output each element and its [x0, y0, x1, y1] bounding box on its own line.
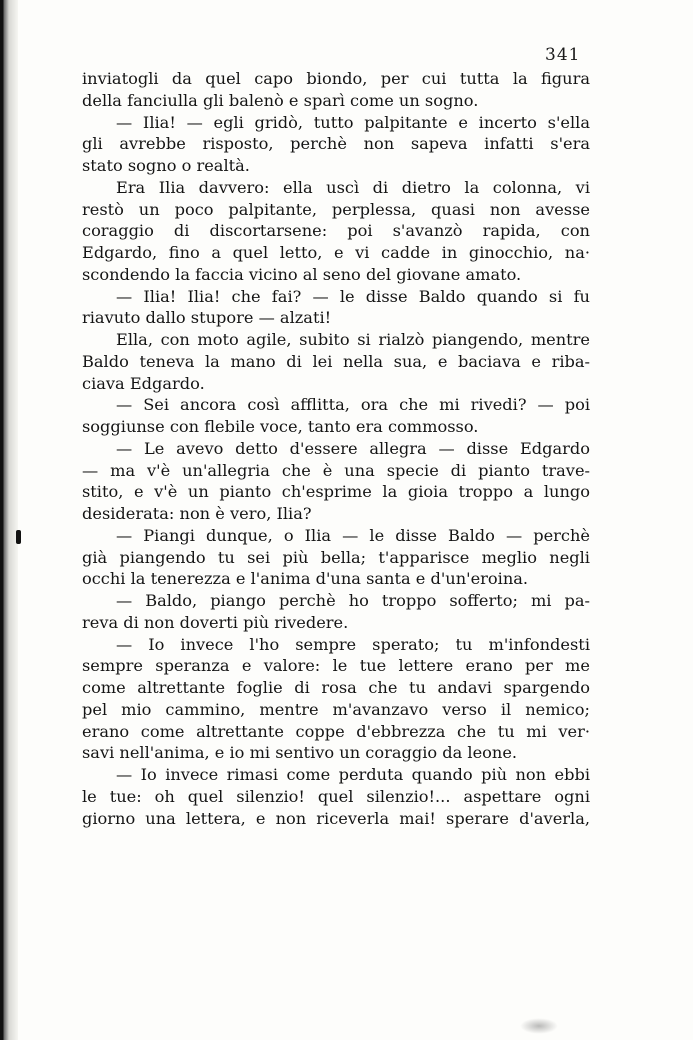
text-line: — Io invece l'ho sempre sperato; tu m'infondesti	[116, 634, 590, 654]
text-line: stato sogno o realtà.	[82, 156, 250, 175]
text-line: Era Ilia davvero: ella uscì di dietro la colonna, vi	[116, 177, 590, 197]
text-line: pel mio cammino, mentre m'avanzavo verso il nemico;	[82, 699, 590, 719]
text-line: — Io invece rimasi come perduta quando più non ebbi	[116, 765, 590, 784]
text-line: occhi la tenerezza e l'anima d'una santa e d'un'eroina.	[82, 569, 529, 589]
text-line: — Piangi dunque, o Ilia — le disse Baldo — perchè	[116, 525, 590, 545]
binding-mark	[16, 530, 21, 544]
text-line: — Le avevo detto d'essere allegra — disse Edgardo	[116, 438, 590, 458]
body-text	[82, 68, 590, 829]
text-line: soggiunse con flebile voce, tanto era commosso.	[82, 417, 479, 436]
text-line: — Ilia! — egli gridò, tutto palpitante e incerto s'ella	[116, 112, 590, 132]
text-line: reva di non doverti più rivedere.	[82, 612, 349, 632]
text-line: Edgardo, fino a quel letto, e vi cadde in ginocchio, na·	[82, 243, 590, 262]
text-line: coraggio di discortarsene: poi s'avanzò rapida, con	[82, 221, 590, 241]
text-line: Ella, con moto agile, subito si rialzò piangendo, mentre	[116, 330, 590, 349]
text-line: — ma v'è un'allegria che è una specie di pianto trave-	[82, 460, 590, 480]
text-line: le tue: oh quel silenzio! quel silenzio!... aspettare ogni	[82, 786, 590, 806]
text-line: Baldo teneva la mano di lei nella sua, e baciava e riba-	[82, 351, 590, 371]
text-line: scondendo la faccia vicino al seno del giovane amato.	[82, 264, 522, 284]
book-binding-edge	[0, 0, 18, 1040]
text-line: della fanciulla gli balenò e sparì come un sogno.	[82, 90, 479, 110]
page-number: 341	[545, 45, 581, 65]
text-line: erano come altrettante coppe d'ebbrezza che tu mi ver·	[82, 721, 590, 741]
text-line: già piangendo tu sei più bella; t'apparisce meglio negli	[82, 547, 590, 567]
text-line: — Baldo, piango perchè ho troppo sofferto; mi pa-	[116, 591, 590, 610]
text-line: — Ilia! Ilia! che fai? — le disse Baldo quando si fu	[116, 286, 590, 306]
text-line: come altrettante foglie di rosa che tu andavi spargendo	[82, 678, 590, 697]
text-line: stito, e v'è un pianto ch'esprime la gioia troppo a lungo	[82, 482, 590, 502]
text-line: savi nell'anima, e io mi sentivo un coraggio da leone.	[82, 743, 518, 763]
text-line: restò un poco palpitante, perplessa, quasi non avesse	[82, 199, 590, 219]
text-line: ciava Edgardo.	[82, 373, 205, 393]
ink-smudge	[520, 1018, 558, 1034]
text-line: desiderata: non è vero, Ilia?	[82, 504, 312, 523]
text-line: inviatogli da quel capo biondo, per cui tutta la figura	[82, 69, 590, 88]
text-line: — Sei ancora così afflitta, ora che mi rivedi? — poi	[116, 395, 590, 415]
text-line: riavuto dallo stupore — alzati!	[82, 308, 332, 328]
text-line: giorno una lettera, e non riceverla mai! sperare d'averla,	[82, 808, 590, 828]
text-line: gli avrebbe risposto, perchè non sapeva infatti s'era	[82, 134, 590, 154]
text-line: sempre speranza e valore: le tue lettere erano per me	[82, 656, 590, 676]
